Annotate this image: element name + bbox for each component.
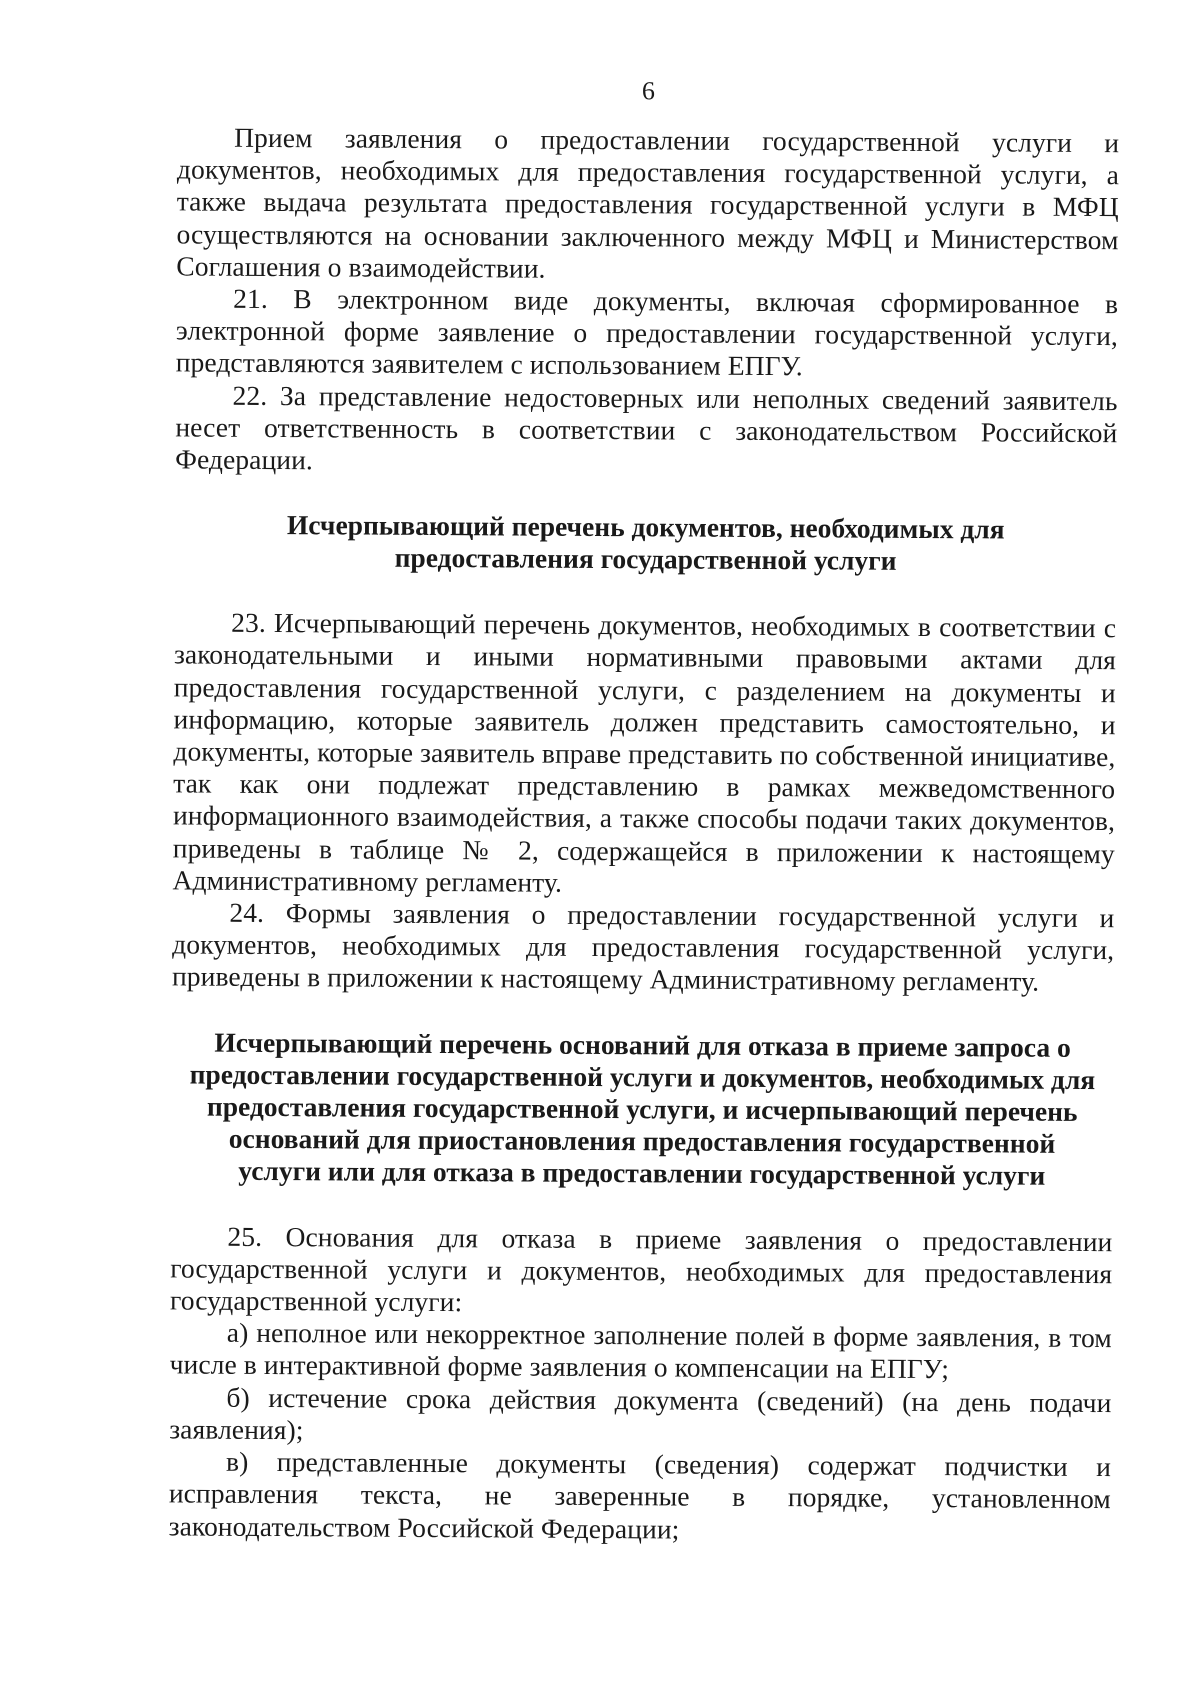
heading-line: оснований для приостановления предоставления государственной xyxy=(228,1122,1056,1159)
heading-line: предоставления государственной услуги xyxy=(394,541,897,577)
list-item-v: в) представленные документы (сведения) содержат подчистки и исправления текста, не заверенные в порядке, установленном законодательством Российской Федерации; xyxy=(168,1445,1112,1545)
list-item-a: а) неполное или некорректное заполнение полей в форме заявления, в том числе в интерактивной форме заявления о компенсации на ЕПГУ; xyxy=(169,1317,1112,1385)
paragraph-25: 25. Основания для отказа в приеме заявления о предоставлении государственной услуги и документов, необходимых для предоставления государственной услуги: xyxy=(169,1220,1113,1318)
heading-line: Исчерпывающий перечень оснований для отказа в приеме запроса о xyxy=(214,1026,1071,1063)
spacer xyxy=(171,1186,1113,1226)
section-heading-refusal-grounds xyxy=(171,1026,1114,1192)
list-item-b: б) истечение срока действия документа (сведений) (на день подачи заявления); xyxy=(169,1381,1112,1446)
heading-line: Исчерпывающий перечень документов, необходимых для xyxy=(286,509,1005,545)
paragraph-24: 24. Формы заявления о предоставлении государственной услуги и документов, необходимых для предоставления государственной услуги, приведены в приложении к настоящему Административному регламенту. xyxy=(171,896,1115,998)
paragraph-21: 21. В электронном виде документы, включая сформированное в электронной форме заявление о предоставлении государственной услуги, представляются заявителем с использованием ЕПГУ. xyxy=(175,282,1119,382)
paragraph-mfc-reception: Прием заявления о предоставлении государственной услуги и документов, необходимых для предоставления государственной услуги, а также выдача результата предоставления государственной услуги в МФЦ осуществляются на основании заключенного между МФЦ и Министерством Соглашения о взаимодействии. xyxy=(176,121,1120,284)
heading-line: предоставления государственной услуги, и исчерпывающий перечень xyxy=(206,1090,1078,1127)
paragraph-22: 22. За представление недостоверных или неполных сведений заявитель несет ответственность в соответствии с законодательством Российской Федерации. xyxy=(175,379,1118,476)
page-number: 6 xyxy=(641,76,656,106)
paragraph-23: 23. Исчерпывающий перечень документов, необходимых в соответствии с законодательными и иными нормативными правовыми актами для предоставления государственной услуги, с разделением на документы и информацию, которые заявитель должен представить самостоятельно, и документы, которые заявитель вправе представить по собственной инициативе, так как они подлежат представлению в рамках межведомственного информационного взаимодействия, а также способы подачи таких документов, приведены в таблице № 2, содержащейся в приложении к настоящему Административному регламенту. xyxy=(172,606,1117,898)
spacer xyxy=(174,573,1116,613)
heading-line: услуги или для отказа в предоставлении государственной услуги xyxy=(238,1154,1046,1191)
heading-line: предоставлении государственной услуги и документов, необходимых для xyxy=(189,1058,1096,1095)
section-heading-documents xyxy=(174,509,1116,579)
